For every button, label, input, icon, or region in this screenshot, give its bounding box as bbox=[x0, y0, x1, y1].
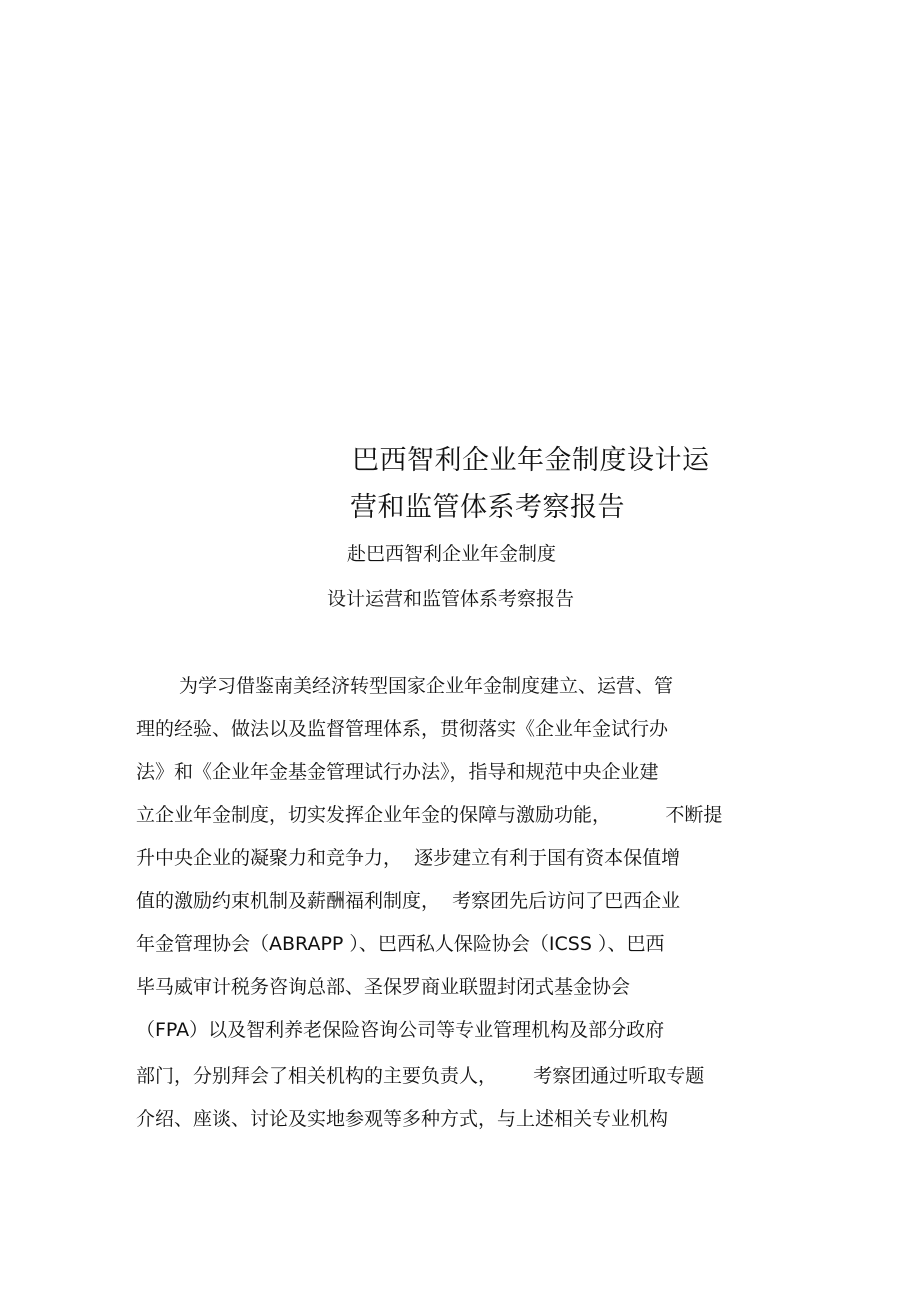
document-subtitle-line-1: 赴巴西智利企业年金制度 bbox=[347, 543, 557, 565]
body-text-line-10: 部门，分别拜会了相关机构的主要负责人， 考察团通过听取专题 bbox=[136, 1065, 705, 1087]
body-text-line-7: 年金管理协会（ABRAPP ）、巴西私人保险协会（ICSS ）、巴西 bbox=[136, 933, 665, 955]
document-subtitle-line-2: 设计运营和监管体系考察报告 bbox=[327, 588, 575, 610]
body-text-line-3: 法》和《企业年金基金管理试行办法》，指导和规范中央企业建 bbox=[136, 761, 659, 783]
body-text-line-2: 理的经验、做法以及监督管理体系，贯彻落实《企业年金试行办 bbox=[136, 718, 669, 740]
document-title-line-1: 巴西智利企业年金制度设计运 bbox=[352, 445, 710, 476]
body-text-line-11: 介绍、座谈、讨论及实地参观等多种方式，与上述相关专业机构 bbox=[136, 1108, 669, 1130]
document-title-line-2: 营和监管体系考察报告 bbox=[350, 492, 625, 523]
body-text-line-9: （FPA）以及智利养老保险咨询公司等专业管理机构及部分政府 bbox=[136, 1019, 665, 1041]
body-text-line-4: 立企业年金制度，切实发挥企业年金的保障与激励功能， 不断提 bbox=[136, 804, 723, 826]
body-text-line-6: 值的激励约束机制及薪酬福利制度， 考察团先后访问了巴西企业 bbox=[136, 890, 681, 912]
body-text-line-5: 升中央企业的凝聚力和竞争力， 逐步建立有利于国有资本保值增 bbox=[136, 847, 681, 869]
body-text-line-8: 毕马威审计税务咨询总部、圣保罗商业联盟封闭式基金协会 bbox=[136, 976, 631, 998]
body-text-line-1: 为学习借鉴南美经济转型国家企业年金制度建立、运营、管 bbox=[179, 675, 674, 697]
